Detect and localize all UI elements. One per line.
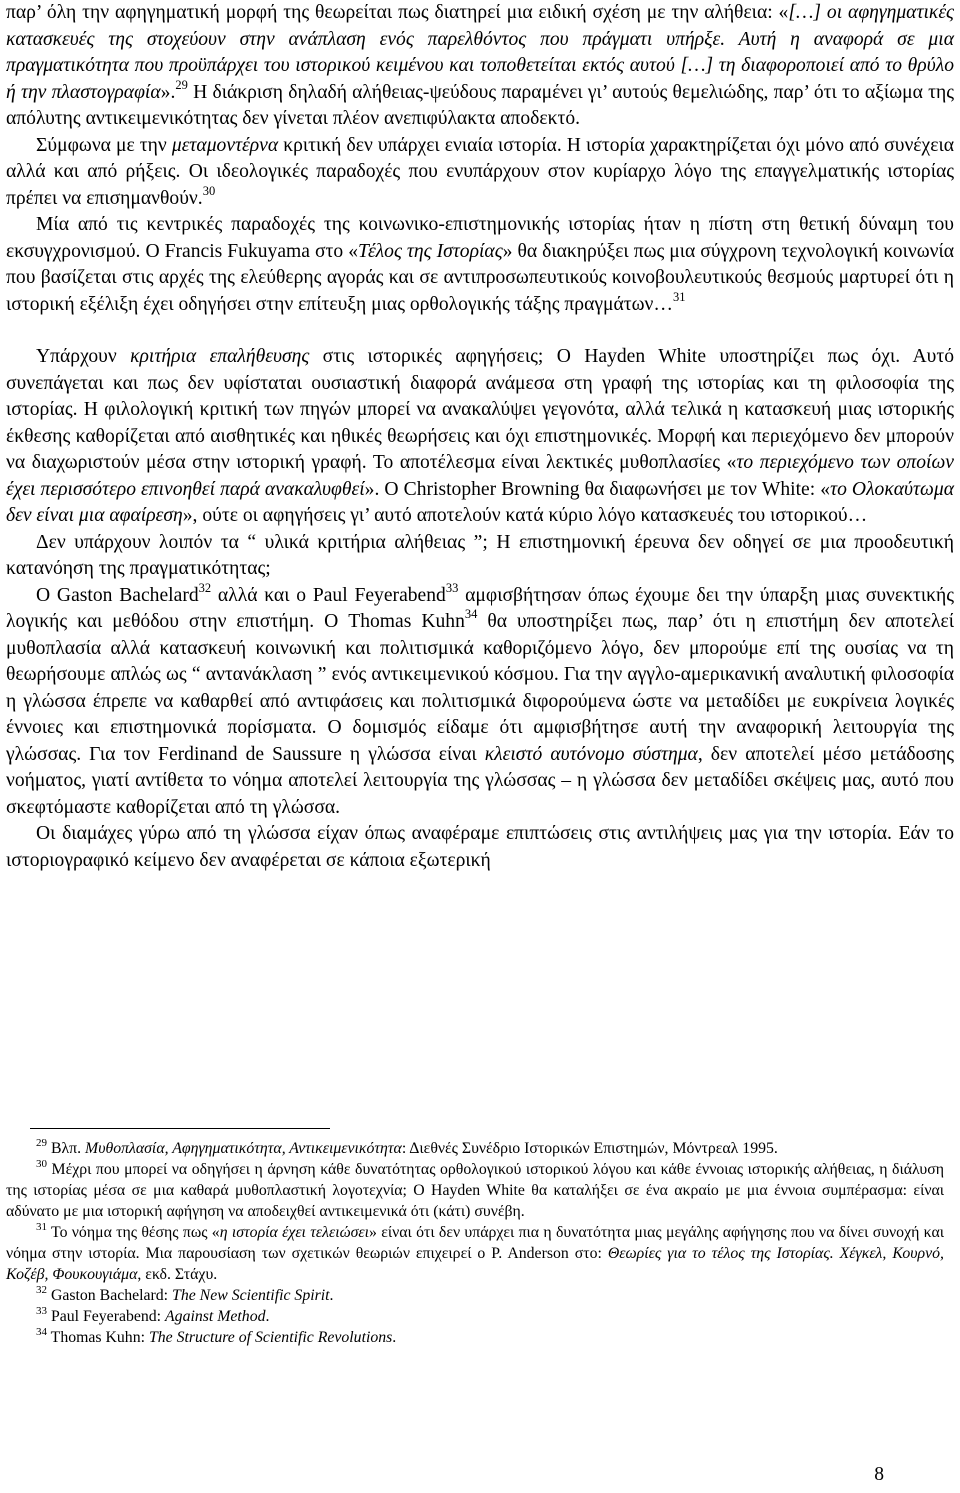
footnote-30	[6, 1159, 944, 1222]
p4-text-e: ». Ο Christopher Browning θα διαφωνήσει με τον White: «	[364, 478, 831, 500]
footnote-number: 31	[36, 1221, 47, 1233]
footnote-ref-33: 33	[445, 580, 459, 595]
page-number: 8	[874, 1464, 884, 1485]
footnote-italic: η ιστορία έχει τελειώσει	[219, 1224, 370, 1241]
p3-book-title: Τέλος της Ιστορίας	[358, 240, 503, 262]
p2-text-a: Σύμφωνα με την	[36, 134, 172, 156]
footnote-text: : Διεθνές Συνέδριο Ιστορικών Επιστημών, Μόντρεαλ 1995.	[401, 1140, 778, 1157]
p6-text-c: αμφισβήτησαν όπως έχουμε δει την ύπαρξη μιας συνεκτικής λογικής και μεθόδου στην επιστήμη. Ο Thomas Kuhn	[6, 584, 954, 632]
document-page	[6, 0, 954, 874]
p4-italic-quote: το περιεχόμενο των οποίων έχει περισσότερο επινοηθεί παρά ανακαλυφθεί	[6, 452, 954, 500]
footnote-text: » είναι ότι δεν υπάρχει πια η δυνατότητα μιας μεγάλης αφήγησης που να δίνει συνοχή και νόημα στην ιστορία. Μια παρουσίαση των σχετικών θεωριών επιχειρεί ο P. Anderson στο:	[6, 1224, 944, 1262]
footnote-italic: Μυθοπλασία, Αφηγηματικότητα, Αντικειμενικότητα	[85, 1140, 402, 1157]
footnote-ref-29: 29	[175, 77, 188, 92]
p4-text-c: στις ιστορικές αφηγήσεις; Ο Hayden White υποστηρίζει πως όχι. Αυτό συνεπάγεται και πως δεν υφίσταται ουσιαστική διαφορά ανάμεσα στη γραφή της ιστορίας και τη φιλοσοφία της ιστορίας. Η φιλολογική κριτική των πηγών μπορεί να ανακαλύψει γεγονότα, αλλά τελικά η κατασκευή μιας ιστορικής έκθεσης καθορίζεται από αισθητικές και ηθικές θεωρήσεις και όχι επιστημονικές. Μορφή και περιεχόμενο δεν μπορούν να διαχωριστούν μέσα στην ιστορική γραφή. Το αποτέλεσμα είναι λεκτικές μυθοπλασίες «	[6, 346, 954, 473]
footnote-text: Thomas Kuhn:	[47, 1329, 149, 1346]
paragraph-1	[6, 0, 954, 133]
footnote-text: .	[265, 1308, 270, 1325]
footnote-32	[6, 1285, 944, 1306]
p1-text-a: παρ’ όλη την αφηγηματική μορφή της θεωρείται πως διατηρεί μια ειδική σχέση με την αλήθεια: «	[6, 2, 789, 23]
p5-text: Δεν υπάρχουν λοιπόν τα “ υλικά κριτήρια αλήθειας ”; Η επιστημονική έρευνα δεν οδηγεί σε μια προοδευτική κατανόηση της πραγματικότητας;	[6, 531, 954, 579]
footnote-33	[6, 1306, 944, 1327]
paragraph-4	[6, 344, 954, 530]
paragraph-5	[6, 530, 954, 583]
footnote-italic: The New Scientific Spirit	[172, 1287, 330, 1304]
footnote-ref-34: 34	[464, 607, 478, 621]
footnote-italic: Against Method	[165, 1308, 266, 1325]
p6-italic: κλειστό αυτόνομο σύστημα	[484, 743, 698, 765]
p6-text-b: αλλά και ο Paul Feyerabend	[211, 584, 446, 606]
footnote-31	[6, 1222, 944, 1285]
p4-italic-criteria: κριτήρια επαλήθευσης	[130, 346, 310, 367]
paragraph-3	[6, 212, 954, 318]
p2-italic: μεταμοντέρνα	[171, 134, 279, 156]
paragraph-2	[6, 133, 954, 213]
p6-text-f: , δεν αποτελεί μέσο μετάδοσης νοήματος, γιατί αντίθετα το νόημα αποτελεί λειτουργία της γλώσσας – η γλώσσα δεν μεταδίδει σκέψεις μας, αυτό που σκεφτόμαστε καθορίζεται από τη γλώσσα.	[6, 743, 954, 818]
footnote-italic: The Structure of Scientific Revolutions	[148, 1329, 393, 1346]
footnote-text: .	[329, 1287, 334, 1304]
footnote-number: 33	[36, 1305, 47, 1317]
p7-text: Οι διαμάχες γύρω από τη γλώσσα είχαν όπως αναφέραμε επιπτώσεις στις αντιλήψεις μας για την ιστορία. Εάν το ιστοριογραφικό κείμενο δεν αναφέρεται σε κάποια εξωτερική	[6, 823, 954, 871]
footnote-divider	[30, 1128, 330, 1129]
p3-text-a: Μία από τις κεντρικές παραδοχές της κοινωνικο-επιστημονικής ιστορίας ήταν η πίστη στη θετική δύναμη του εκσυγχρονισμού. Ο Francis Fukuyama στο «	[6, 214, 954, 262]
footnote-number: 29	[36, 1137, 47, 1149]
footnote-text: Το νόημα της θέσης πως «	[47, 1224, 220, 1241]
p4-text-a: Υπάρχουν	[36, 346, 131, 367]
footnote-29	[6, 1138, 944, 1159]
p3-text-c: » θα διακηρύξει πως μια σύγχρονη τεχνολογική κοινωνία που βασίζεται στις αρχές της ελεύθερης αγοράς και σε αντιπροσωπευτικούς κοινοβουλευτικούς θεσμούς μαρτυρεί ότι η ιστορική εξέλιξη έχει οδηγήσει στην επίτευξη μιας ορθολογικής τάξης πραγμάτων…	[6, 240, 955, 315]
p4-text-g: », ούτε οι αφηγήσεις γι’ αυτό αποτελούν κατά κύριο λόγο κατασκευές του ιστορικού…	[182, 505, 868, 526]
p1-text-d: Η διάκριση δηλαδή αλήθειας-ψεύδους παραμένει γι’ αυτούς θεμελιώδης, παρ’ ότι το αξίωμα της απόλυτης αντικειμενικότητας δεν γίνεται πλέον ανεπιφύλακτα αποδεκτό.	[6, 81, 954, 129]
footnote-text: Paul Feyerabend:	[47, 1308, 166, 1325]
body-text	[6, 0, 954, 874]
footnote-number: 32	[36, 1284, 47, 1296]
footnote-ref-31: 31	[672, 289, 686, 304]
footnote-text: Βλπ.	[47, 1140, 86, 1157]
p4-italic-quote-browning: το Ολοκαύτωμα δεν είναι μια αφαίρεση	[6, 478, 955, 526]
p1-text-c: ».	[160, 81, 176, 103]
footnote-text: Μέχρι που μπορεί να οδηγήσει η άρνηση κάθε δυνατότητας ορθολογικού ιστορικού λόγου και κάθε έννοιας ιστορικής αλήθειας, η διάλυση της ιστορίας μέσα σε μια καθαρά μυθοπλαστική λογοτεχνία; Ο Hayden White θα καταλήξει σε ένα ακραίο με μια έννοια συμπέρασμα: είναι αδύνατο με μια ιστορική αφήγηση να αποδειχθεί αντικειμενικά ότι (κάτι) συνέβη.	[6, 1161, 944, 1220]
paragraph-7	[6, 821, 954, 874]
footnote-text: , εκδ. Στάχυ.	[137, 1266, 218, 1283]
footnote-number: 34	[36, 1326, 47, 1338]
footnote-34	[6, 1327, 944, 1348]
p6-text-d: θα υποστηρίξει πως, παρ’ ότι η επιστήμη δεν αποτελεί μυθοπλασία αλλά κατασκευή κοινωνική και πολιτισμικά καθοριζόμενο λόγο, δεν μπορούμε επί της ουσίας να τη θεωρήσουμε απλώς ως “ αντανάκλαση ” ενός αντικειμενικού κόσμου. Για την αγγλο-αμερικανική αναλυτική φιλοσοφία η γλώσσα έπρεπε να καθαρθεί από αντιφάσεις και πολιτισμικά διφορούμενα ώστε να μεταδίδει με ευκρίνεια λογικές έννοιες και επιστημονικά πορίσματα. Ο δομισμός είδαμε ότι αμφισβήτησε αυτή την αναφορική λειτουργία της γλώσσας. Για τον Ferdinand de Saussure η γλώσσα είναι	[6, 611, 954, 765]
footnote-text: Gaston Bachelard:	[47, 1287, 173, 1304]
p6-text-a: Ο Gaston Bachelard	[36, 584, 199, 606]
footnote-italic: Θεωρίες για το τέλος της Ιστορίας. Χέγκελ, Κουρνό, Κοζέβ, Φουκουγιάμα	[6, 1245, 944, 1283]
footnote-ref-30: 30	[202, 183, 216, 198]
footnotes	[6, 1138, 944, 1348]
p2-text-c: κριτική δεν υπάρχει ενιαία ιστορία. Η ιστορία χαρακτηρίζεται όχι μόνο από συνέχεια αλλά και από ρήξεις. Οι ιδεολογικές παραδοχές που ενυπάρχουν στον κυρίαρχο λόγο της επαγγελματικής ιστορίας πρέπει να επισημανθούν.	[6, 134, 954, 209]
footnote-ref-32: 32	[198, 580, 212, 595]
footnote-text: .	[392, 1329, 397, 1346]
p1-quote: […] οι αφηγηματικές κατασκευές της στοχεύουν στην ανάπλαση ενός παρελθόντος που πράγματι υπήρξε. Αυτή η αναφορά σε μια πραγματικότητα που προϋπάρχει του ιστορικού κειμένου και τοποθετείται εκτός αυτού […] τη διαφοροποιεί από το θρύλο ή την πλαστογραφία	[6, 2, 954, 103]
footnote-number: 30	[36, 1158, 47, 1170]
paragraph-6	[6, 580, 954, 822]
